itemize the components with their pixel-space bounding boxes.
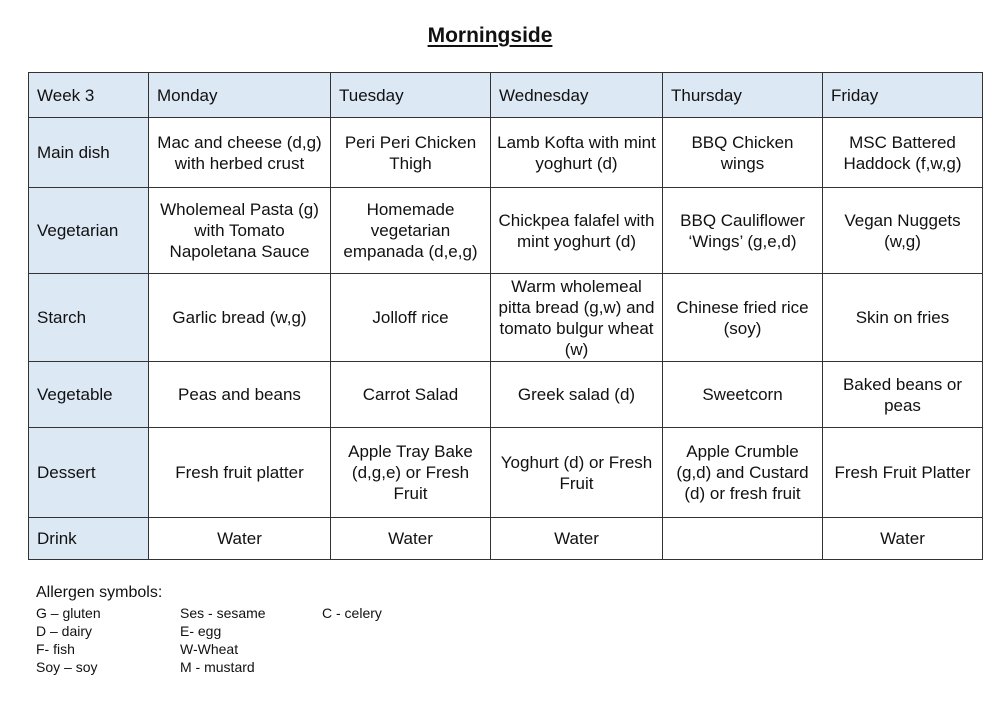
menu-cell: Jolloff rice (331, 274, 491, 362)
week-label: Week 3 (29, 73, 149, 118)
allergen-heading: Allergen symbols: (36, 584, 163, 601)
menu-cell: Lamb Kofta with mint yoghurt (d) (491, 118, 663, 188)
day-header-wednesday: Wednesday (491, 73, 663, 118)
header-row (29, 73, 983, 118)
menu-cell: Homemade vegetarian empanada (d,e,g) (331, 188, 491, 274)
menu-cell: Peri Peri Chicken Thigh (331, 118, 491, 188)
menu-cell: Fresh fruit platter (149, 428, 331, 518)
menu-cell: Water (331, 518, 491, 560)
menu-cell: Vegan Nuggets (w,g) (823, 188, 983, 274)
table-row (29, 362, 983, 428)
allergen-item: C - celery (322, 605, 382, 621)
allergen-legend (36, 584, 636, 694)
day-header-thursday: Thursday (663, 73, 823, 118)
row-label-main-dish: Main dish (29, 118, 149, 188)
allergen-item: Soy – soy (36, 659, 98, 675)
menu-cell: Carrot Salad (331, 362, 491, 428)
menu-cell: Baked beans or peas (823, 362, 983, 428)
menu-cell: Yoghurt (d) or Fresh Fruit (491, 428, 663, 518)
menu-cell: MSC Battered Haddock (f,w,g) (823, 118, 983, 188)
table-row (29, 118, 983, 188)
menu-cell: Peas and beans (149, 362, 331, 428)
day-header-friday: Friday (823, 73, 983, 118)
menu-cell: Mac and cheese (d,g) with herbed crust (149, 118, 331, 188)
menu-cell: BBQ Cauliflower ‘Wings’ (g,e,d) (663, 188, 823, 274)
allergen-item: F- fish (36, 641, 75, 657)
menu-cell: Greek salad (d) (491, 362, 663, 428)
allergen-item: G – gluten (36, 605, 101, 621)
table-row (29, 188, 983, 274)
row-label-vegetarian: Vegetarian (29, 188, 149, 274)
page-title: Morningside (427, 24, 553, 47)
menu-cell: Fresh Fruit Platter (823, 428, 983, 518)
table-row (29, 518, 983, 560)
table-row (29, 428, 983, 518)
day-header-monday: Monday (149, 73, 331, 118)
menu-cell: Chickpea falafel with mint yoghurt (d) (491, 188, 663, 274)
menu-cell: Water (491, 518, 663, 560)
menu-cell: Apple Crumble (g,d) and Custard (d) or fresh fruit (663, 428, 823, 518)
menu-cell: BBQ Chicken wings (663, 118, 823, 188)
allergen-item: M - mustard (180, 659, 255, 675)
menu-cell: Water (149, 518, 331, 560)
row-label-drink: Drink (29, 518, 149, 560)
allergen-item: D – dairy (36, 623, 93, 639)
menu-table (28, 72, 983, 560)
menu-cell: Apple Tray Bake (d,g,e) or Fresh Fruit (331, 428, 491, 518)
allergen-column-1 (36, 604, 101, 676)
row-label-vegetable: Vegetable (29, 362, 149, 428)
menu-cell: Wholemeal Pasta (g) with Tomato Napoletana Sauce (149, 188, 331, 274)
allergen-column-2 (180, 604, 266, 676)
row-label-dessert: Dessert (29, 428, 149, 518)
allergen-item: E- egg (180, 623, 222, 639)
menu-cell: Sweetcorn (663, 362, 823, 428)
menu-cell: Warm wholemeal pitta bread (g,w) and tomato bulgur wheat (w) (491, 274, 663, 362)
row-label-starch: Starch (29, 274, 149, 362)
day-header-tuesday: Tuesday (331, 73, 491, 118)
menu-cell: Water (823, 518, 983, 560)
table-row (29, 274, 983, 362)
menu-cell: Skin on fries (823, 274, 983, 362)
allergen-item: W-Wheat (180, 641, 239, 657)
menu-cell: Chinese fried rice (soy) (663, 274, 823, 362)
menu-cell: Garlic bread (w,g) (149, 274, 331, 362)
allergen-item: Ses - sesame (180, 605, 266, 621)
menu-cell (663, 518, 823, 560)
allergen-column-3 (322, 604, 382, 622)
